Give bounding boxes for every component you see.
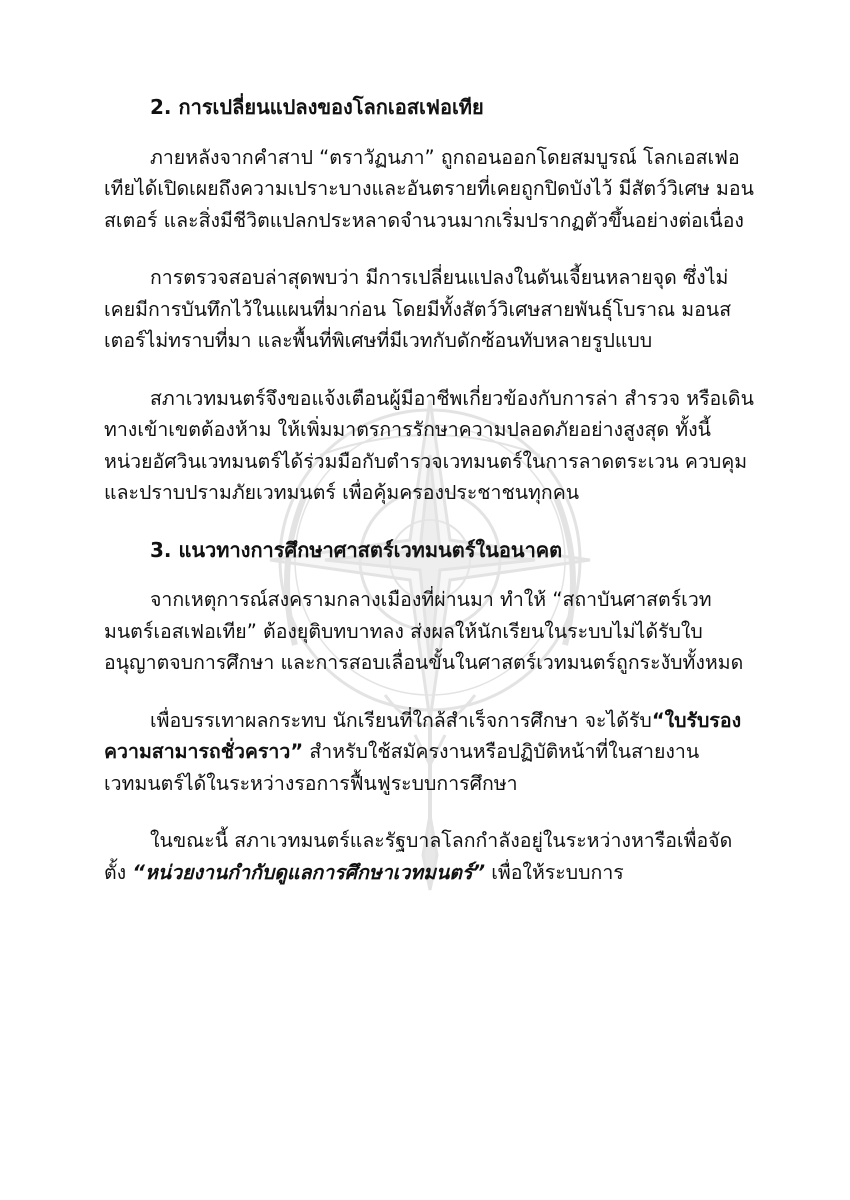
paragraph-text: เพื่อบรรเทาผลกระทบ นักเรียนที่ใกล้สำเร็จการศึกษา จะได้รับ [150, 708, 652, 732]
temporary-certificate-emphasis: “ใบรับรองความสามารถชั่วคราว” [104, 708, 742, 763]
paragraph-text: เพื่อให้ระบบการ [485, 860, 624, 884]
section-3-heading: 3. แนวทางการศึกษาศาสตร์เวทมนตร์ในอนาคต [150, 537, 563, 562]
section-2-paragraph-1: ภายหลังจากคำสาป “ตราวัฏนภา” ถูกถอนออกโดยสมบูรณ์ โลกเอสเฟอเทียได้เปิดเผยถึงความเปราะบางและอันตรายที่เคยถูกปิดบังไว้ มีสัตว์วิเศษ มอนสเตอร์ และสิ่งมีชีวิตแปลกประหลาดจำนวนมากเริ่มปรากฏตัวขึ้นอย่างต่อเนื่อง [104, 145, 754, 232]
section-3-paragraph-3 [104, 825, 754, 888]
paragraph-text: สำหรับใช้สมัครงานหรือปฏิบัติหน้าที่ในสายงานเวทมนตร์ได้ในระหว่างรอการฟื้นฟูระบบการศึกษา [104, 740, 700, 795]
section-2-paragraph-2: การตรวจสอบล่าสุดพบว่า มีการเปลี่ยนแปลงในดันเจี้ยนหลายจุด ซึ่งไม่เคยมีการบันทึกไว้ในแผนที่มาก่อน โดยมีทั้งสัตว์วิเศษสายพันธุ์โบราณ มอนสเตอร์ไม่ทราบที่มา และพื้นที่พิเศษที่มีเวทกับดักซ้อนทับหลายรูปแบบ [104, 266, 732, 352]
section-2-paragraph-3: สภาเวทมนตร์จึงขอแจ้งเตือนผู้มีอาชีพเกี่ยวข้องกับการล่า สำรวจ หรือเดินทางเข้าเขตต้องห้าม ให้เพิ่มมาตรการรักษาความปลอดภัยอย่างสูงสุด ทั้งนี้ หน่วยอัศวินเวทมนตร์ได้ร่วมมือกับตำรวจเวทมนตร์ในการลาดตระเวน ควบคุม และปราบปรามภัยเวทมนตร์ เพื่อคุ้มครองประชาชนทุกคน [104, 386, 754, 504]
document-body [104, 92, 754, 914]
section-2-heading: 2. การเปลี่ยนแปลงของโลกเอสเฟอเทีย [150, 95, 484, 119]
paragraph-text: ในขณะนี้ สภาเวทมนตร์และรัฐบาลโลกกำลังอยู่ในระหว่างหารือเพื่อจัดตั้ง [104, 829, 733, 884]
section-3-paragraph-2 [104, 705, 754, 800]
section-3-paragraph-1: จากเหตุการณ์สงครามกลางเมืองที่ผ่านมา ทำให้ “สถาบันศาสตร์เวทมนตร์เอสเฟอเทีย” ต้องยุติบทบาทลง ส่งผลให้นักเรียนในระบบไม่ได้รับใบอนุญาตจบการศึกษา และการสอบเลื่อนขั้นในศาสตร์เวทมนตร์ถูกระงับทั้งหมด [104, 588, 744, 674]
regulatory-agency-emphasis: “หน่วยงานกำกับดูแลการศึกษาเวทมนตร์” [132, 860, 485, 884]
